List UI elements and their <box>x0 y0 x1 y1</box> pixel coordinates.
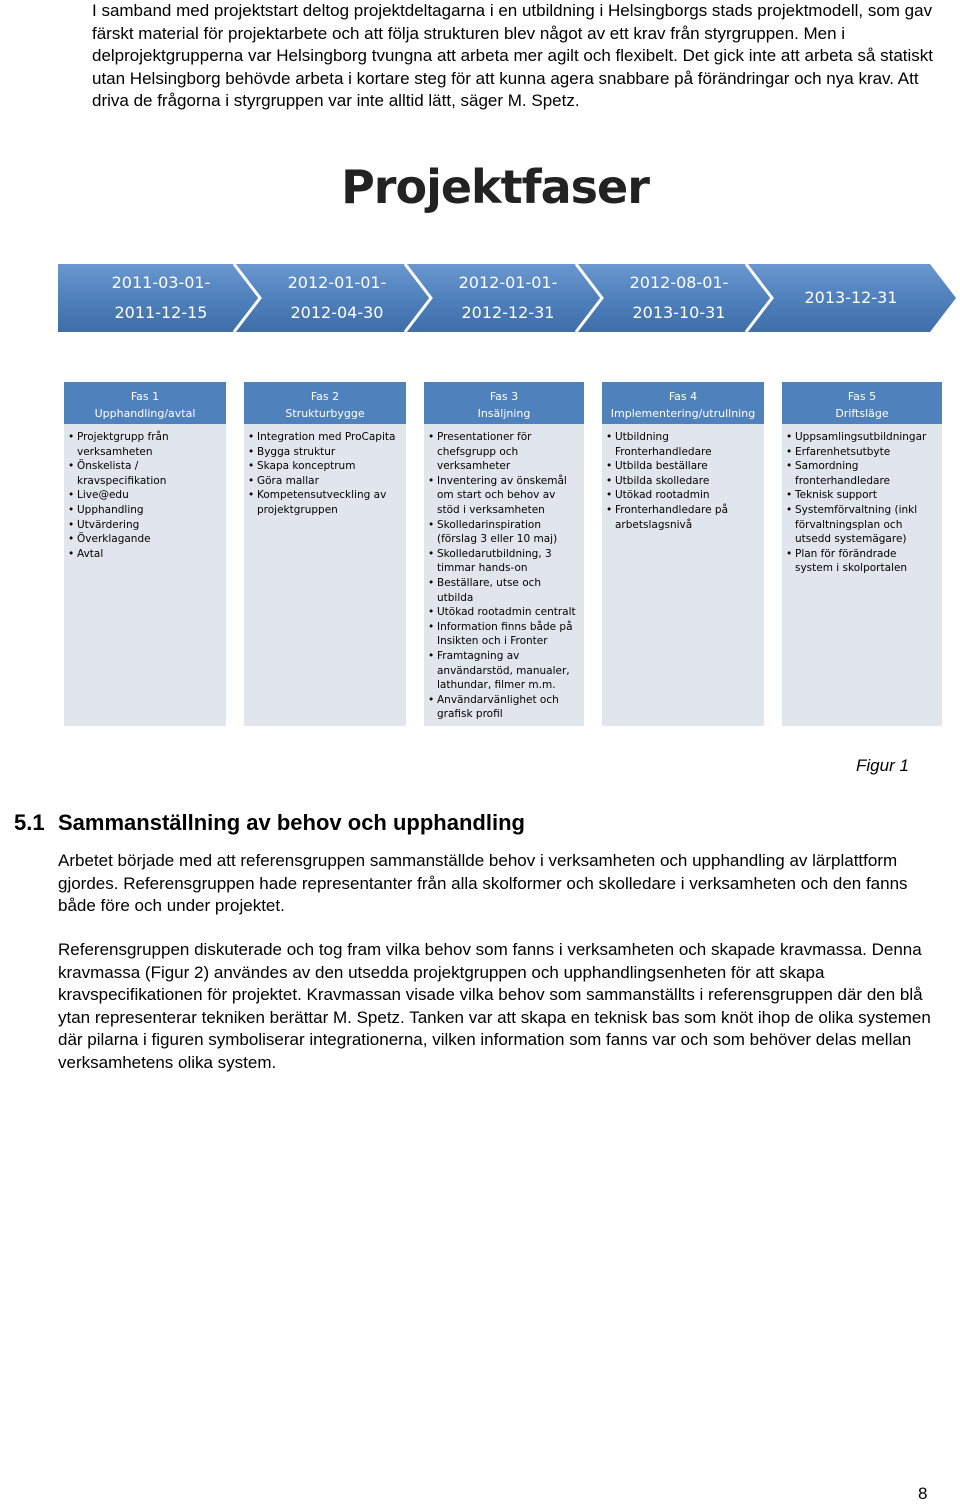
phase-header <box>424 382 584 424</box>
phase-item-list <box>64 424 226 561</box>
phase-item: • Framtagning av användarstöd, manualer, lathundar, filmer m.m. <box>428 649 578 693</box>
phase-number: Fas 4 <box>668 390 698 403</box>
phase-item-list <box>424 424 584 722</box>
timeline-date-start: 2011-03-01- <box>111 273 211 292</box>
phase-item: • Live@edu <box>68 488 220 503</box>
phase-header <box>602 382 764 424</box>
timeline <box>58 264 958 332</box>
phase-number: Fas 5 <box>847 390 877 403</box>
timeline-date-2 <box>264 264 410 332</box>
body-paragraph-1: Arbetet började med att referensgruppen sammanställde behov i verksamheten och upphandling av lärplattform gjordes. Referensgruppen hade representanter från alla skolformer och skolledare i verksamheten och den fanns både före och under projektet. <box>58 851 908 915</box>
phase-item-list <box>244 424 406 518</box>
timeline-date-start: 2012-01-01- <box>287 273 387 292</box>
timeline-date-start: 2012-08-01- <box>629 273 729 292</box>
phase-card-1 <box>64 382 226 726</box>
phase-item: • Samordning fronterhandledare <box>786 459 936 488</box>
timeline-date-end: 2013-10-31 <box>632 303 726 322</box>
phase-card-3 <box>424 382 584 726</box>
phase-item: • Beställare, utse och utbilda <box>428 576 578 605</box>
phase-item: • Inventering av önskemål om start och behov av stöd i verksamheten <box>428 474 578 518</box>
phase-item: • Projektgrupp från verksamheten <box>68 430 220 459</box>
phase-item: • Plan för förändrade system i skolportalen <box>786 547 936 576</box>
phase-number: Fas 2 <box>310 390 340 403</box>
phase-item: • Utökad rootadmin centralt <box>428 605 578 620</box>
phase-item: • Utvärdering <box>68 518 220 533</box>
phase-header <box>64 382 226 424</box>
phase-header <box>244 382 406 424</box>
section-heading <box>14 810 525 836</box>
timeline-date-1 <box>88 264 234 332</box>
timeline-date-start: 2013-12-31 <box>804 288 898 307</box>
phase-name: Insäljning <box>477 407 531 420</box>
phase-item-list <box>782 424 942 576</box>
phase-name: Driftsläge <box>835 407 889 420</box>
section-title: Sammanställning av behov och upphandling <box>58 810 525 835</box>
phase-item: • Utbilda skolledare <box>606 474 758 489</box>
phase-item: • Presentationer för chefsgrupp och verksamheter <box>428 430 578 474</box>
phase-item: • Utökad rootadmin <box>606 488 758 503</box>
timeline-date-end: 2012-04-30 <box>290 303 384 322</box>
timeline-date-end: 2012-12-31 <box>461 303 555 322</box>
figure-caption: Figur 1 <box>856 756 909 775</box>
phase-item: • Skapa konceptrum <box>248 459 400 474</box>
phase-item: • Systemförvaltning (inkl förvaltningsplan och utsedd systemägare) <box>786 503 936 547</box>
body-paragraph-2: Referensgruppen diskuterade och tog fram vilka behov som fanns i verksamheten och skapade kravmassa. Denna kravmassa (Figur 2) användes av den utsedda projektgruppen och upphandlingsenheten för att skapa kravspecifikationen för projektet. Kravmassan visade vilka behov som sammanställts i referensgruppen där den blå ytan representerar tekniken berättar M. Spetz. Tanken var att skapa en teknisk bas som knöt ihop de olika systemen där pilarna i figuren symboliserar integrationerna, vilken information som fanns var och som behöver delas mellan verksamhetens olika system. <box>58 940 931 1072</box>
phase-card-2 <box>244 382 406 726</box>
phase-item: • Integration med ProCapita <box>248 430 400 445</box>
phase-number: Fas 3 <box>489 390 519 403</box>
phase-name: Upphandling/avtal <box>94 407 196 420</box>
intro-paragraph: I samband med projektstart deltog projektdeltagarna i en utbildning i Helsingborgs stads projektmodell, som gav färskt material för projektarbete och att följa strukturen blev något av ett krav från styrgruppen. Men i delprojektgrupperna var Helsingborg tvungna att arbeta mer agilt och flexibelt. Det gick inte att arbeta så statiskt utan Helsingborg behövde arbeta i kortare steg för att kunna agera snabbare på förändringar och nya krav. Att driva de frågorna i styrgruppen var inte alltid lätt, säger M. Spetz. <box>92 1 934 110</box>
phase-name: Strukturbygge <box>285 407 365 420</box>
timeline-date-4 <box>606 264 752 332</box>
phase-item: • Fronterhandledare på arbetslagsnivå <box>606 503 758 532</box>
timeline-date-end: 2011-12-15 <box>114 303 208 322</box>
page-number: 8 <box>918 1484 928 1503</box>
timeline-date-3 <box>435 264 581 332</box>
phase-item: • Bygga struktur <box>248 445 400 460</box>
phase-item: • Kompetensutveckling av projektgruppen <box>248 488 400 517</box>
phase-header <box>782 382 942 424</box>
phase-card-5 <box>782 382 942 726</box>
phase-number: Fas 1 <box>130 390 160 403</box>
section-number: 5.1 <box>14 810 45 835</box>
phase-item: • Utbildning Fronterhandledare <box>606 430 758 459</box>
phase-card-4 <box>602 382 764 726</box>
phase-item: • Teknisk support <box>786 488 936 503</box>
phase-item: • Uppsamlingsutbildningar <box>786 430 936 445</box>
phase-item: • Göra mallar <box>248 474 400 489</box>
phase-item: • Skolledarutbildning, 3 timmar hands-on <box>428 547 578 576</box>
phase-name: Implementering/utrullning <box>610 407 756 420</box>
phase-item: • Information finns både på Insikten och i Fronter <box>428 620 578 649</box>
timeline-date-start: 2012-01-01- <box>458 273 558 292</box>
phase-item-list <box>602 424 764 532</box>
phase-item: • Utbilda beställare <box>606 459 758 474</box>
figure-title: Projektfaser <box>341 160 649 214</box>
phase-item: • Erfarenhetsutbyte <box>786 445 936 460</box>
timeline-date-5 <box>776 264 926 332</box>
phase-item: • Skolledarinspiration (förslag 3 eller 10 maj) <box>428 518 578 547</box>
phase-item: • Användarvänlighet och grafisk profil <box>428 693 578 722</box>
phase-item: • Önskelista / kravspecifikation <box>68 459 220 488</box>
phase-item: • Avtal <box>68 547 220 562</box>
phase-item: • Överklagande <box>68 532 220 547</box>
phase-item: • Upphandling <box>68 503 220 518</box>
